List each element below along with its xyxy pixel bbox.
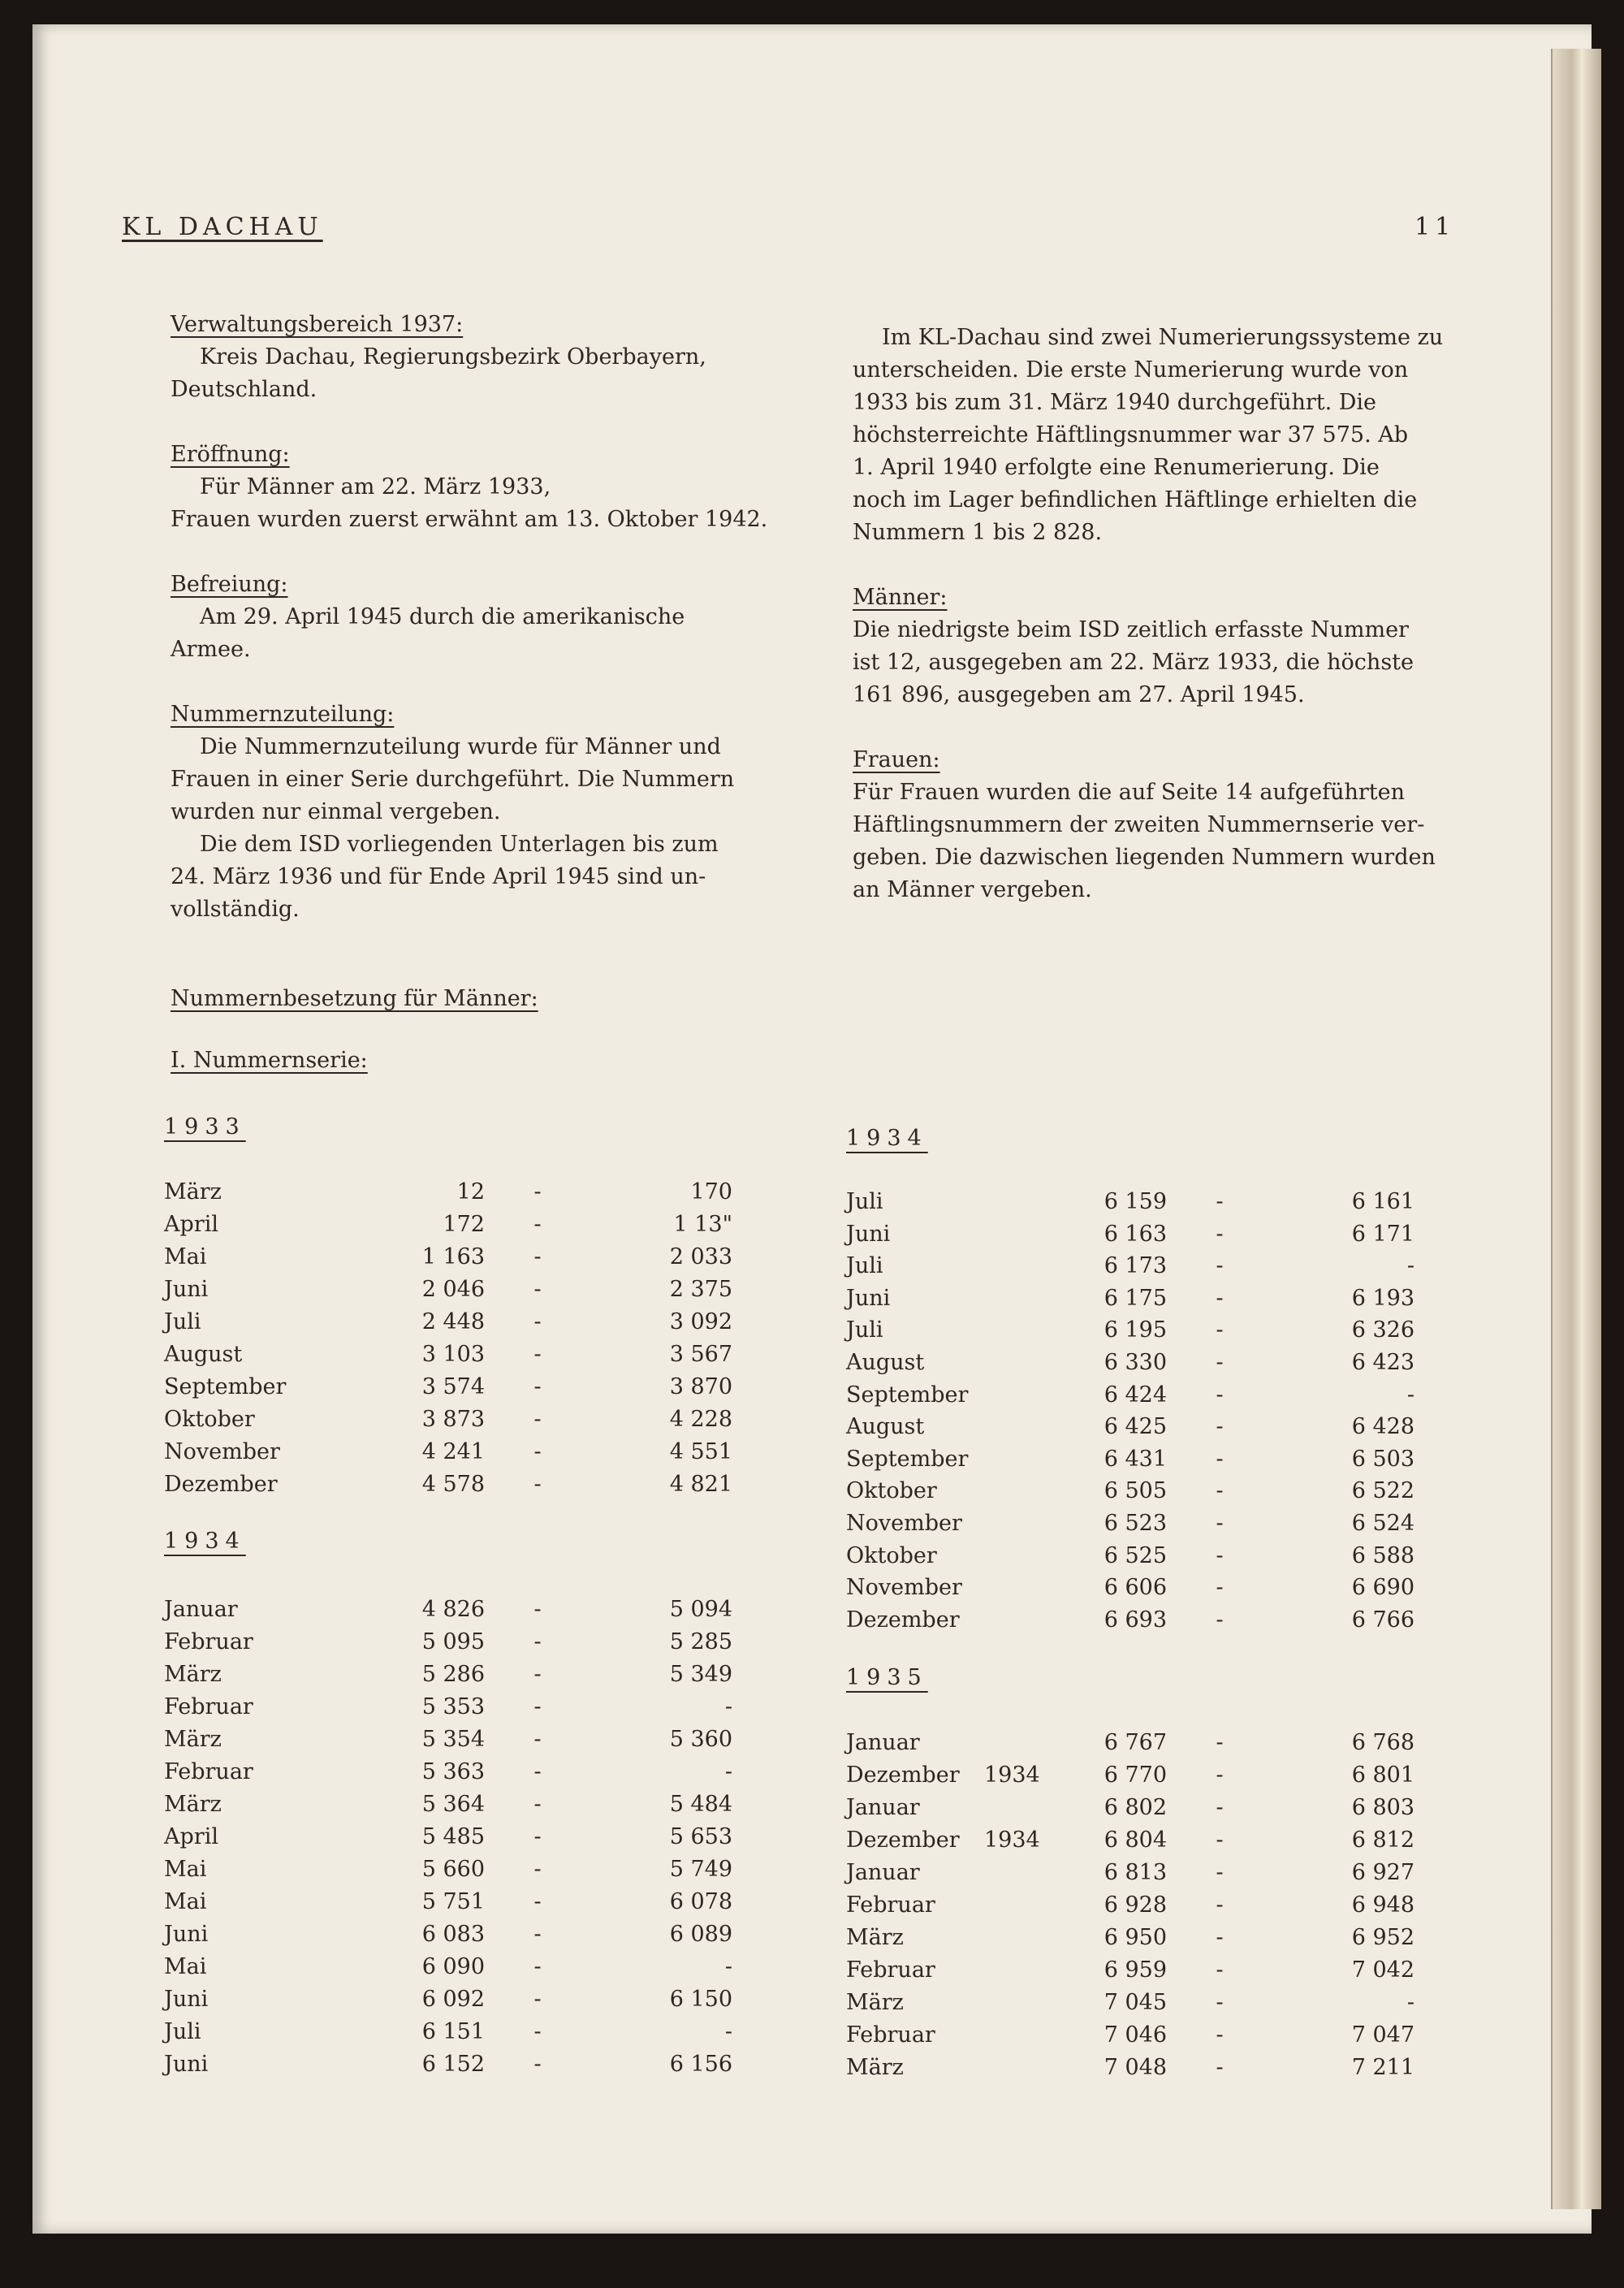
range-start-cell: 6 950 xyxy=(1104,1925,1167,1950)
range-end-cell: - xyxy=(724,2019,732,2044)
range-end-cell: 3 092 xyxy=(669,1309,732,1334)
range-start-cell: 5 095 xyxy=(421,1629,485,1654)
range-dash-cell: - xyxy=(533,1179,542,1205)
range-dash-cell: - xyxy=(1216,1730,1224,1755)
range-start-cell: 6 152 xyxy=(421,2052,485,2077)
range-dash-cell: - xyxy=(533,1759,542,1784)
left-text-column xyxy=(171,309,788,1077)
range-end-cell: 4 821 xyxy=(669,1472,732,1497)
range-end-cell: 6 089 xyxy=(669,1922,732,1947)
month-cell: September xyxy=(164,1374,287,1399)
month-cell: Mai xyxy=(164,1889,207,1914)
month-cell: Februar xyxy=(164,1694,253,1719)
range-end-cell: 6 524 xyxy=(1351,1511,1415,1536)
section-befreiung xyxy=(171,569,788,666)
range-dash-cell: - xyxy=(533,1987,542,2012)
range-end-cell: - xyxy=(724,1954,732,1979)
month-cell: März xyxy=(164,1179,222,1205)
month-cell: August xyxy=(846,1414,925,1440)
range-start-cell: 6 431 xyxy=(1104,1446,1167,1472)
range-end-cell: 6 690 xyxy=(1351,1575,1415,1601)
range-dash-cell: - xyxy=(533,1342,542,1367)
range-dash-cell: - xyxy=(1216,1827,1224,1853)
text-line: noch im Lager befindlichen Häftlinge erhielten die xyxy=(853,487,1418,513)
range-start-cell: 5 364 xyxy=(421,1792,485,1817)
range-start-cell: 6 195 xyxy=(1104,1317,1167,1343)
range-end-cell: 6 803 xyxy=(1351,1795,1415,1820)
range-dash-cell: - xyxy=(1216,1189,1224,1214)
range-end-cell: 6 948 xyxy=(1351,1892,1415,1918)
range-end-cell: 6 171 xyxy=(1351,1221,1415,1247)
range-dash-cell: - xyxy=(1216,1414,1224,1440)
range-dash-cell: - xyxy=(533,1244,542,1269)
section-frauen xyxy=(853,744,1470,906)
range-end-cell: 2 033 xyxy=(669,1244,732,1269)
range-end-cell: - xyxy=(1406,1990,1415,2015)
range-dash-cell: - xyxy=(533,1597,542,1622)
range-start-cell: 1 163 xyxy=(421,1244,485,1269)
section-verwaltungsbereich xyxy=(171,309,788,406)
range-end-cell: 4 551 xyxy=(669,1439,732,1464)
range-start-cell: 6 175 xyxy=(1104,1285,1167,1311)
range-start-cell: 6 173 xyxy=(1104,1253,1167,1279)
range-dash-cell: - xyxy=(1216,1990,1224,2015)
range-start-cell: 6 425 xyxy=(1104,1414,1167,1440)
range-start-cell: 12 xyxy=(456,1179,485,1205)
range-dash-cell: - xyxy=(533,1792,542,1817)
month-cell: Juli xyxy=(846,1317,883,1343)
range-end-cell: - xyxy=(724,1759,732,1784)
month-cell: März xyxy=(846,2055,904,2080)
page-number: 11 xyxy=(1415,213,1456,241)
section-heading: Frauen: xyxy=(853,747,940,772)
range-dash-cell: - xyxy=(533,1407,542,1432)
range-start-cell: 172 xyxy=(443,1212,485,1237)
range-start-cell: 5 660 xyxy=(421,1857,485,1882)
month-cell: Februar xyxy=(164,1629,253,1654)
range-dash-cell: - xyxy=(533,1439,542,1464)
range-end-cell: - xyxy=(724,1694,732,1719)
text-line: Deutschland. xyxy=(171,377,317,402)
intro-paragraph xyxy=(853,322,1470,549)
range-start-cell: 6 959 xyxy=(1104,1957,1167,1983)
year-heading-1934-right: 1934 xyxy=(846,1126,928,1151)
month-cell: März xyxy=(164,1662,222,1687)
range-start-cell: 6 090 xyxy=(421,1954,485,1979)
range-dash-cell: - xyxy=(533,1889,542,1914)
range-end-cell: 6 326 xyxy=(1351,1317,1415,1343)
range-dash-cell: - xyxy=(1216,1478,1224,1504)
section-heading: Eröffnung: xyxy=(171,442,290,467)
range-dash-cell: - xyxy=(533,1694,542,1719)
month-cell: März xyxy=(846,1990,904,2015)
range-end-cell: - xyxy=(1406,1382,1415,1408)
range-end-cell: 2 375 xyxy=(669,1277,732,1302)
range-start-cell: 6 525 xyxy=(1104,1542,1167,1568)
range-start-cell: 4 578 xyxy=(421,1472,485,1497)
range-end-cell: 6 156 xyxy=(669,2052,732,2077)
range-end-cell: - xyxy=(1406,1253,1415,1279)
text-line: vollständig. xyxy=(171,897,300,922)
range-end-cell: 3 870 xyxy=(669,1374,732,1399)
text-line: 24. März 1936 und für Ende April 1945 sind un- xyxy=(171,864,706,889)
range-start-cell: 6 606 xyxy=(1104,1575,1167,1601)
month-cell: Juni xyxy=(164,1277,209,1302)
range-dash-cell: - xyxy=(533,1629,542,1654)
series-heading: I. Nummernserie: xyxy=(171,1048,368,1073)
range-start-cell: 6 767 xyxy=(1104,1730,1167,1755)
range-end-cell: 5 653 xyxy=(669,1824,732,1849)
range-end-cell: 7 047 xyxy=(1351,2022,1415,2048)
month-cell: April xyxy=(164,1824,218,1849)
range-start-cell: 4 826 xyxy=(421,1597,485,1622)
range-start-cell: 6 693 xyxy=(1104,1607,1167,1633)
range-dash-cell: - xyxy=(1216,1221,1224,1247)
month-cell: November xyxy=(846,1511,962,1536)
section-heading: Verwaltungsbereich 1937: xyxy=(171,312,464,337)
range-start-cell: 6 813 xyxy=(1104,1860,1167,1885)
header-title: KL DACHAU xyxy=(122,213,323,241)
month-cell: Dezember xyxy=(846,1827,960,1853)
range-start-cell: 6 802 xyxy=(1104,1795,1167,1820)
range-end-cell: 7 211 xyxy=(1351,2055,1415,2080)
text-line: Die dem ISD vorliegenden Unterlagen bis zum xyxy=(200,832,719,857)
range-start-cell: 6 163 xyxy=(1104,1221,1167,1247)
range-dash-cell: - xyxy=(533,2019,542,2044)
range-end-cell: 5 749 xyxy=(669,1857,732,1882)
text-line: unterscheiden. Die erste Numerierung wurde von xyxy=(853,357,1409,383)
range-end-cell: 6 161 xyxy=(1351,1189,1415,1214)
range-dash-cell: - xyxy=(1216,1350,1224,1375)
range-end-cell: 5 094 xyxy=(669,1597,732,1622)
range-end-cell: 170 xyxy=(690,1179,732,1205)
range-dash-cell: - xyxy=(1216,1925,1224,1950)
range-end-cell: 6 588 xyxy=(1351,1542,1415,1568)
month-cell: Juni xyxy=(164,1922,209,1947)
month-cell: August xyxy=(846,1350,925,1375)
range-start-cell: 6 523 xyxy=(1104,1511,1167,1536)
range-start-cell: 4 241 xyxy=(421,1439,485,1464)
month-cell: Juli xyxy=(846,1253,883,1279)
text-line: 1. April 1940 erfolgte eine Renumerierung. Die xyxy=(853,455,1380,480)
range-dash-cell: - xyxy=(533,2052,542,2077)
month-cell: August xyxy=(164,1342,243,1367)
range-start-cell: 5 354 xyxy=(421,1727,485,1752)
text-line: an Männer vergeben. xyxy=(853,877,1092,902)
range-dash-cell: - xyxy=(1216,1382,1224,1408)
month-cell: Februar xyxy=(846,1957,935,1983)
range-start-cell: 7 045 xyxy=(1104,1990,1167,2015)
text-line: Frauen wurden zuerst erwähnt am 13. Oktober 1942. xyxy=(171,507,768,532)
range-dash-cell: - xyxy=(533,1374,542,1399)
month-cell: Februar xyxy=(846,2022,935,2048)
month-cell: Januar xyxy=(846,1730,920,1755)
range-dash-cell: - xyxy=(1216,1511,1224,1536)
text-line: Armee. xyxy=(171,637,251,662)
month-cell: September xyxy=(846,1382,969,1408)
range-dash-cell: - xyxy=(533,1472,542,1497)
range-end-cell: 1 13" xyxy=(673,1212,732,1237)
month-cell: Oktober xyxy=(164,1407,255,1432)
year-heading-1935: 1935 xyxy=(846,1665,928,1690)
text-line: Kreis Dachau, Regierungsbezirk Oberbayern, xyxy=(200,344,706,370)
month-cell: April xyxy=(164,1212,218,1237)
range-dash-cell: - xyxy=(533,1727,542,1752)
text-line: Die niedrigste beim ISD zeitlich erfasste Nummer xyxy=(853,617,1409,642)
range-start-cell: 6 083 xyxy=(421,1922,485,1947)
range-dash-cell: - xyxy=(533,1954,542,1979)
range-dash-cell: - xyxy=(1216,1892,1224,1918)
range-start-cell: 6 770 xyxy=(1104,1762,1167,1788)
range-start-cell: 6 804 xyxy=(1104,1827,1167,1853)
range-end-cell: 6 812 xyxy=(1351,1827,1415,1853)
range-dash-cell: - xyxy=(533,1857,542,1882)
month-cell: Mai xyxy=(164,1954,207,1979)
text-line: 161 896, ausgegeben am 27. April 1945. xyxy=(853,682,1305,707)
range-dash-cell: - xyxy=(1216,1253,1224,1279)
text-line: Für Frauen wurden die auf Seite 14 aufgeführten xyxy=(853,780,1405,805)
year-heading-1934: 1934 xyxy=(164,1529,246,1554)
range-start-cell: 5 353 xyxy=(421,1694,485,1719)
range-dash-cell: - xyxy=(1216,1446,1224,1472)
range-end-cell: 6 927 xyxy=(1351,1860,1415,1885)
range-end-cell: 5 360 xyxy=(669,1727,732,1752)
range-dash-cell: - xyxy=(1216,1317,1224,1343)
month-cell: Dezember xyxy=(846,1762,960,1788)
text-line: Die Nummernzuteilung wurde für Männer und xyxy=(200,734,721,759)
range-end-cell: 6 150 xyxy=(669,1987,732,2012)
month-cell: Mai xyxy=(164,1244,207,1269)
range-start-cell: 3 873 xyxy=(421,1407,485,1432)
month-cell: November xyxy=(846,1575,962,1601)
range-start-cell: 7 046 xyxy=(1104,2022,1167,2048)
range-start-cell: 6 424 xyxy=(1104,1382,1167,1408)
month-cell: Juni xyxy=(164,2052,209,2077)
month-cell: März xyxy=(164,1792,222,1817)
year-cell: 1934 xyxy=(984,1762,1040,1788)
range-start-cell: 6 928 xyxy=(1104,1892,1167,1918)
month-cell: Januar xyxy=(846,1795,920,1820)
month-cell: Januar xyxy=(164,1597,238,1622)
month-cell: Februar xyxy=(164,1759,253,1784)
range-dash-cell: - xyxy=(1216,1860,1224,1885)
range-end-cell: 6 768 xyxy=(1351,1730,1415,1755)
month-cell: September xyxy=(846,1446,969,1472)
range-start-cell: 2 046 xyxy=(421,1277,485,1302)
range-start-cell: 3 574 xyxy=(421,1374,485,1399)
text-line: Im KL-Dachau sind zwei Numerierungssysteme zu xyxy=(882,325,1444,350)
range-dash-cell: - xyxy=(533,1212,542,1237)
range-end-cell: 5 484 xyxy=(669,1792,732,1817)
range-dash-cell: - xyxy=(533,1277,542,1302)
range-end-cell: 6 078 xyxy=(669,1889,732,1914)
section-heading: Männer: xyxy=(853,585,948,610)
range-end-cell: 4 228 xyxy=(669,1407,732,1432)
section-heading: Nummernzuteilung: xyxy=(171,702,395,727)
range-end-cell: 6 801 xyxy=(1351,1762,1415,1788)
range-dash-cell: - xyxy=(1216,2022,1224,2048)
month-cell: März xyxy=(164,1727,222,1752)
month-cell: Juni xyxy=(164,1987,209,2012)
range-dash-cell: - xyxy=(1216,1542,1224,1568)
year-heading-1933: 1933 xyxy=(164,1114,246,1140)
men-numbering-heading: Nummernbesetzung für Männer: xyxy=(171,986,538,1011)
text-line: Frauen in einer Serie durchgeführt. Die Nummern xyxy=(171,767,735,792)
range-end-cell: 6 428 xyxy=(1351,1414,1415,1440)
range-dash-cell: - xyxy=(1216,1607,1224,1633)
range-end-cell: 6 952 xyxy=(1351,1925,1415,1950)
range-start-cell: 2 448 xyxy=(421,1309,485,1334)
range-end-cell: 6 193 xyxy=(1351,1285,1415,1311)
range-dash-cell: - xyxy=(533,1922,542,1947)
range-start-cell: 5 286 xyxy=(421,1662,485,1687)
month-cell: Juni xyxy=(846,1221,891,1247)
month-cell: Juli xyxy=(164,1309,201,1334)
range-end-cell: 3 567 xyxy=(669,1342,732,1367)
range-start-cell: 3 103 xyxy=(421,1342,485,1367)
range-start-cell: 6 151 xyxy=(421,2019,485,2044)
section-eroeffnung xyxy=(171,439,788,536)
month-cell: März xyxy=(846,1925,904,1950)
month-cell: Juli xyxy=(164,2019,201,2044)
range-end-cell: 7 042 xyxy=(1351,1957,1415,1983)
range-dash-cell: - xyxy=(1216,1957,1224,1983)
month-cell: Dezember xyxy=(846,1607,960,1633)
range-dash-cell: - xyxy=(1216,1285,1224,1311)
month-cell: Oktober xyxy=(846,1542,937,1568)
range-dash-cell: - xyxy=(1216,1575,1224,1601)
range-start-cell: 5 751 xyxy=(421,1889,485,1914)
text-line: Nummern 1 bis 2 828. xyxy=(853,520,1103,545)
text-line: Am 29. April 1945 durch die amerikanische xyxy=(200,604,685,629)
text-line: geben. Die dazwischen liegenden Nummern wurden xyxy=(853,845,1436,870)
right-text-column xyxy=(853,322,1470,906)
range-start-cell: 5 363 xyxy=(421,1759,485,1784)
range-start-cell: 6 505 xyxy=(1104,1478,1167,1504)
range-start-cell: 6 330 xyxy=(1104,1350,1167,1375)
month-cell: Juli xyxy=(846,1189,883,1214)
range-end-cell: 5 285 xyxy=(669,1629,732,1654)
range-end-cell: 6 503 xyxy=(1351,1446,1415,1472)
text-line: Häftlingsnummern der zweiten Nummernserie ver- xyxy=(853,812,1425,837)
section-maenner xyxy=(853,582,1470,711)
range-dash-cell: - xyxy=(533,1662,542,1687)
month-cell: Februar xyxy=(846,1892,935,1918)
range-start-cell: 5 485 xyxy=(421,1824,485,1849)
range-end-cell: 6 423 xyxy=(1351,1350,1415,1375)
range-dash-cell: - xyxy=(1216,2055,1224,2080)
month-cell: Juni xyxy=(846,1285,891,1311)
range-dash-cell: - xyxy=(1216,1795,1224,1820)
text-line: Für Männer am 22. März 1933, xyxy=(200,474,551,500)
range-start-cell: 6 159 xyxy=(1104,1189,1167,1214)
year-cell: 1934 xyxy=(984,1827,1040,1853)
text-line: ist 12, ausgegeben am 22. März 1933, die höchste xyxy=(853,650,1415,675)
text-line: wurden nur einmal vergeben. xyxy=(171,799,501,824)
range-dash-cell: - xyxy=(1216,1762,1224,1788)
range-start-cell: 6 092 xyxy=(421,1987,485,2012)
text-line: höchsterreichte Häftlingsnummer war 37 575. Ab xyxy=(853,422,1409,448)
range-end-cell: 5 349 xyxy=(669,1662,732,1687)
range-dash-cell: - xyxy=(533,1309,542,1334)
page-edge xyxy=(1551,49,1601,2209)
range-end-cell: 6 522 xyxy=(1351,1478,1415,1504)
month-cell: Dezember xyxy=(164,1472,278,1497)
range-start-cell: 7 048 xyxy=(1104,2055,1167,2080)
month-cell: Oktober xyxy=(846,1478,937,1504)
month-cell: Mai xyxy=(164,1857,207,1882)
section-nummernzuteilung xyxy=(171,699,788,926)
range-dash-cell: - xyxy=(533,1824,542,1849)
text-line: 1933 bis zum 31. März 1940 durchgeführt. Die xyxy=(853,390,1377,415)
range-end-cell: 6 766 xyxy=(1351,1607,1415,1633)
month-cell: November xyxy=(164,1439,280,1464)
section-heading: Befreiung: xyxy=(171,572,288,597)
month-cell: Januar xyxy=(846,1860,920,1885)
